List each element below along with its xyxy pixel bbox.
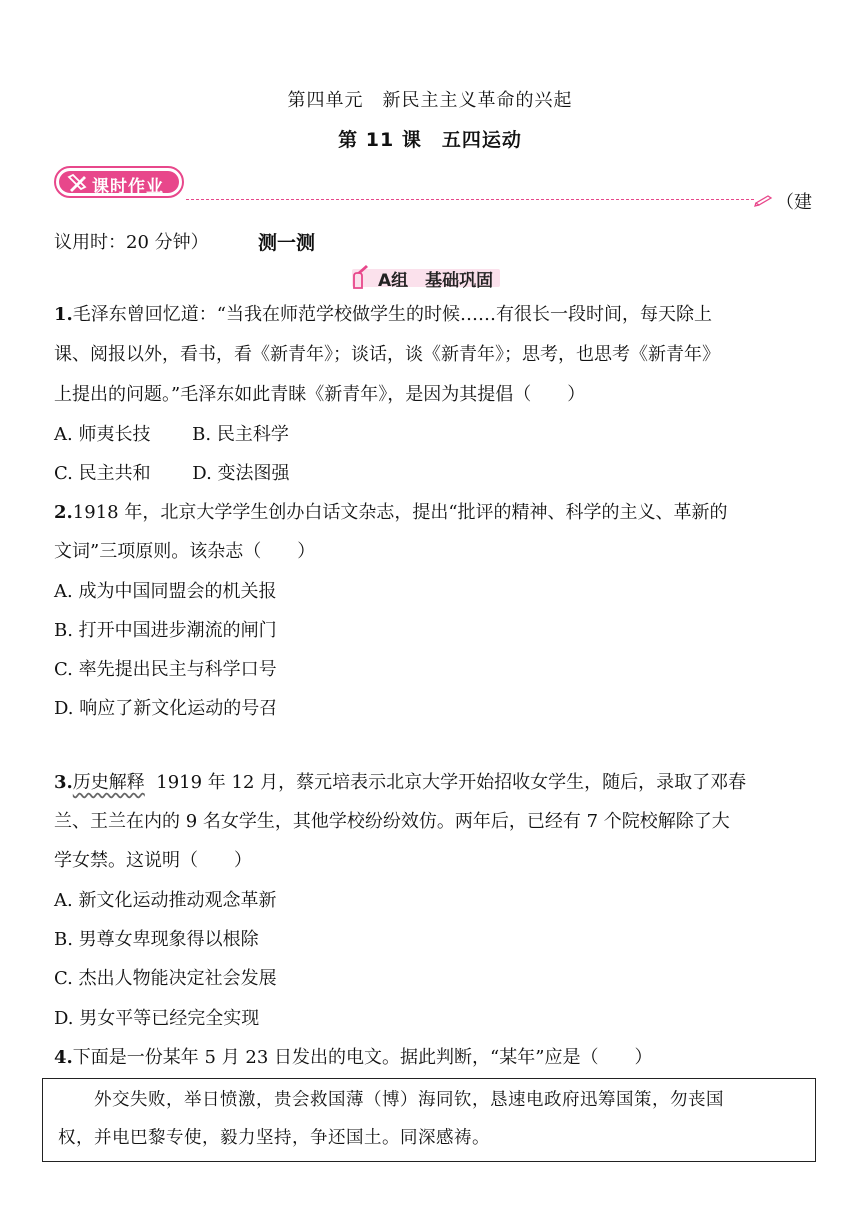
question-number: 1. xyxy=(54,304,73,325)
group-label-text: A组 基础巩固 xyxy=(378,271,494,291)
brush-icon xyxy=(348,264,372,290)
question-number: 3. xyxy=(54,772,73,793)
option-row: C. 民主共和 D. 变法图强 xyxy=(54,463,290,484)
unit-title: 第四单元 新民主主义革命的兴起 xyxy=(287,90,573,111)
question-text: 1919 年 12 月，蔡元培表示北京大学开始招收女学生，随后，录取了邓春 xyxy=(144,772,747,793)
question-stem-line xyxy=(54,498,728,524)
time-note-part1: （建 xyxy=(776,192,812,213)
option-row: D. 响应了新文化运动的号召 xyxy=(54,698,278,719)
question-stem-line: 课、阅报以外，看书，看《新青年》；谈话，谈《新青年》；思考，也思考《新青年》 xyxy=(54,344,720,365)
option-row: A. 成为中国同盟会的机关报 xyxy=(54,581,277,602)
question-stem-line: 学女禁。这说明（ ） xyxy=(54,850,252,871)
homework-badge xyxy=(54,166,184,198)
question-number: 2. xyxy=(54,502,73,523)
question-text: 下面是一份某年 5 月 23 日发出的电文。据此判断，“某年”应是（ ） xyxy=(72,1047,653,1068)
option-row: C. 率先提出民主与科学口号 xyxy=(54,659,277,680)
question-text: 毛泽东曾回忆道：“当我在师范学校做学生的时候……有很长一段时间，每天除上 xyxy=(72,304,712,325)
homework-label: 课时作业 xyxy=(92,177,164,197)
pen-icon xyxy=(754,191,774,205)
test-label: 测一测 xyxy=(258,232,316,254)
option-row: D. 男女平等已经完全实现 xyxy=(54,1008,260,1029)
option-row: B. 男尊女卑现象得以根除 xyxy=(54,929,259,950)
question-stem-line xyxy=(54,768,746,794)
option-row: A. 师夷长技 B. 民主科学 xyxy=(54,424,289,445)
time-note-part2: 议用时：20 分钟） xyxy=(54,232,209,253)
option-row: B. 打开中国进步潮流的闸门 xyxy=(54,620,277,641)
question-number: 4. xyxy=(54,1047,73,1068)
question-stem-line xyxy=(54,1043,652,1069)
question-stem-line: 兰、王兰在内的 9 名女学生，其他学校纷纷效仿。两年后，已经有 7 个院校解除了大 xyxy=(54,811,730,832)
question-text: 1918 年，北京大学学生创办白话文杂志，提出“批评的精神、科学的主义、革新的 xyxy=(72,502,728,523)
dashed-divider xyxy=(186,199,754,200)
question-stem-line: 上提出的问题。”毛泽东如此青睐《新青年》，是因为其提倡（ ） xyxy=(54,384,586,405)
quote-line: 外交失败，举日愤激，贵会救国薄（博）海同钦，恳速电政府迅筹国策，勿丧国 xyxy=(58,1090,724,1110)
option-row: C. 杰出人物能决定社会发展 xyxy=(54,968,277,989)
option-row: A. 新文化运动推动观念革新 xyxy=(54,890,277,911)
question-stem-line: 文词”三项原则。该杂志（ ） xyxy=(54,541,316,562)
lesson-title: 第 11 课 五四运动 xyxy=(338,129,522,151)
quote-line: 权，并电巴黎专使，毅力坚持，争还国土。同深感祷。 xyxy=(58,1128,490,1148)
question-tag: 历史解释 xyxy=(72,772,145,793)
group-label xyxy=(348,264,500,290)
question-stem-line xyxy=(54,300,712,326)
pencil-ruler-icon xyxy=(66,172,88,194)
